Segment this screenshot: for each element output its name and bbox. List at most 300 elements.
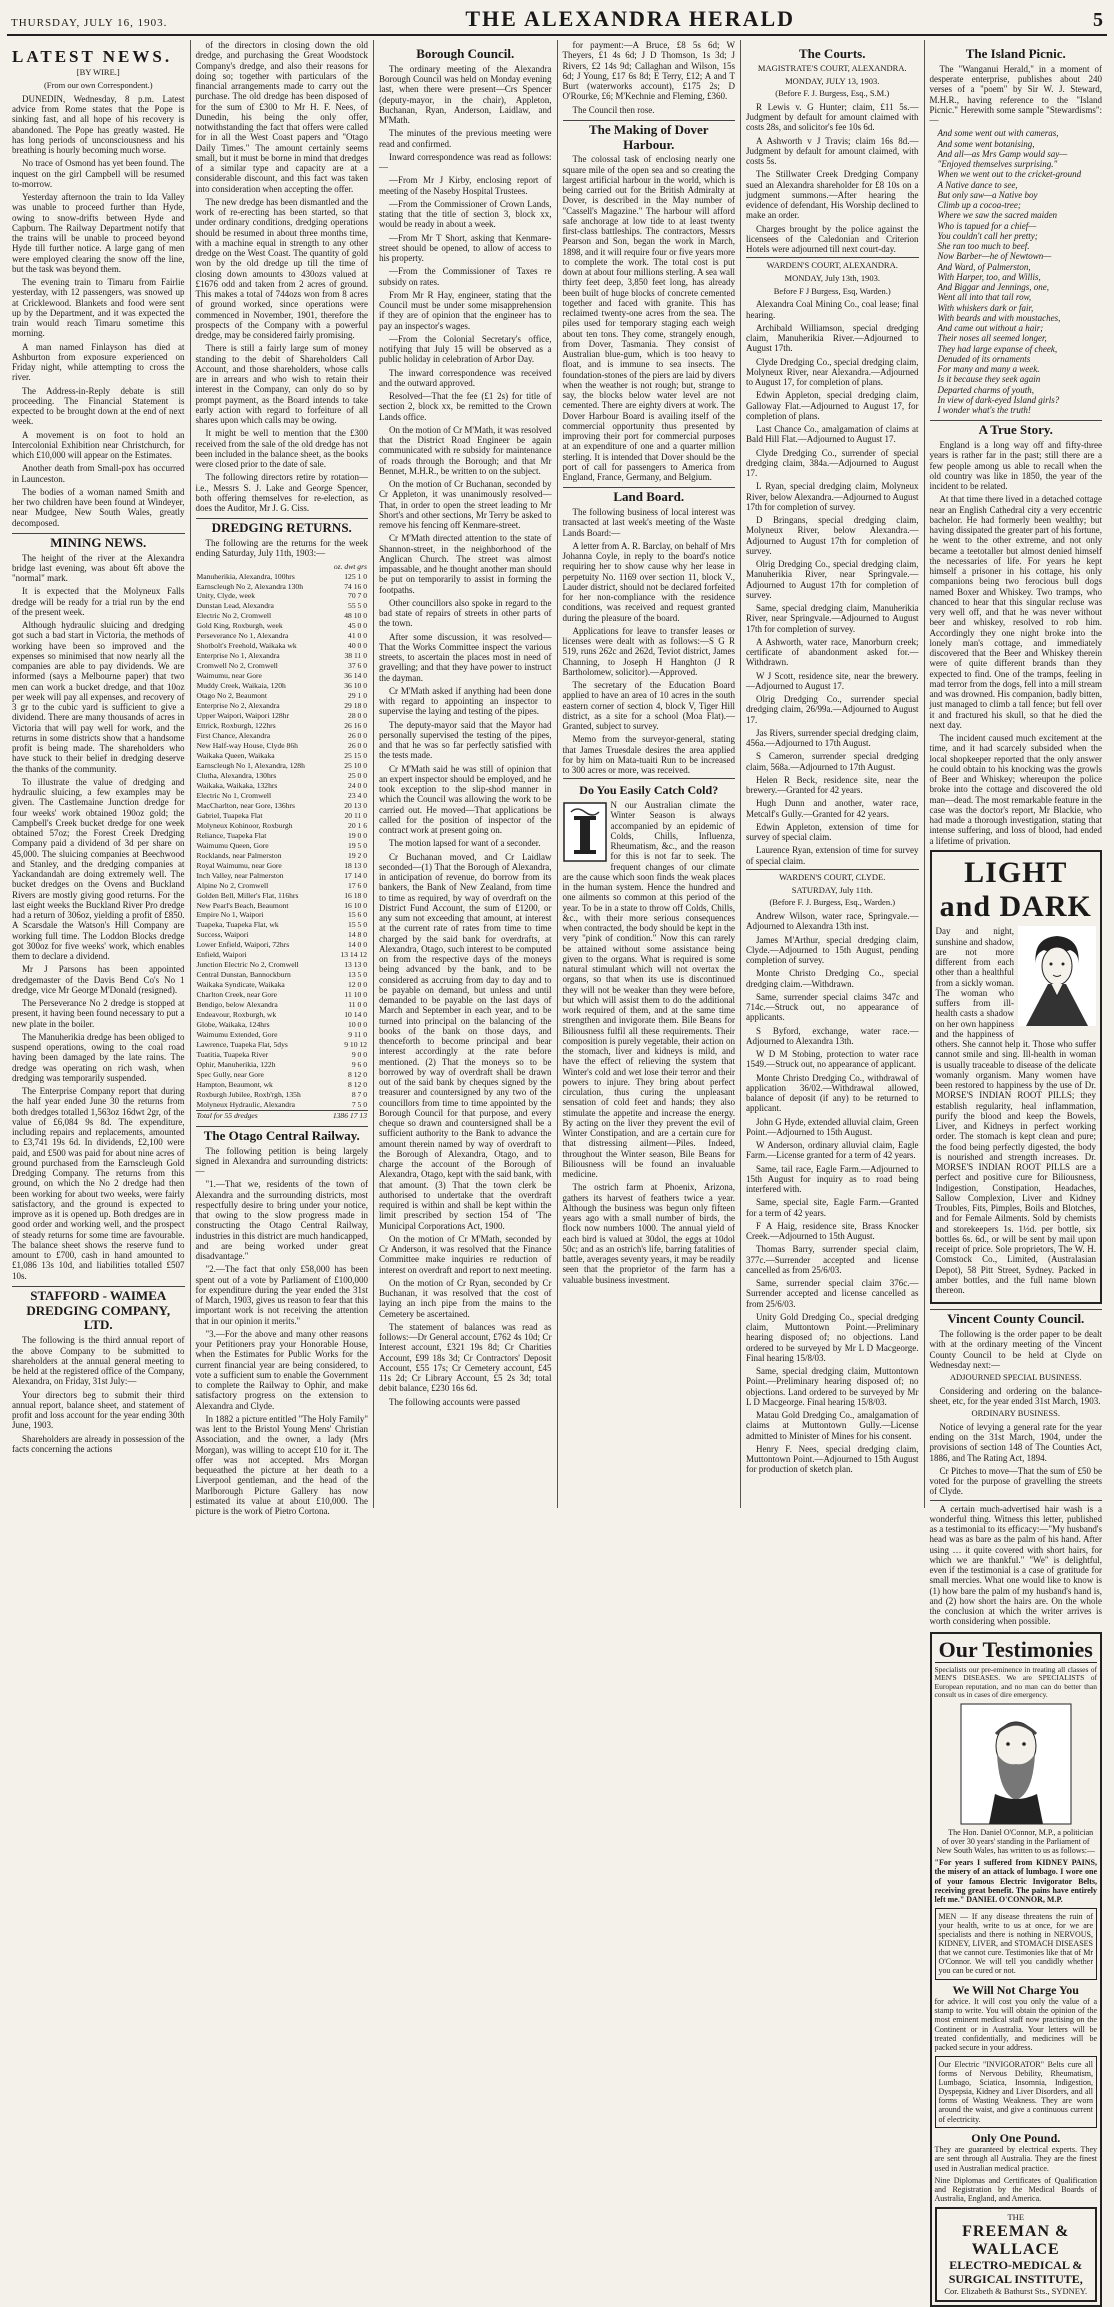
poem-verses: [930, 128, 1103, 415]
dredge-yield: 29 1 0: [348, 691, 367, 701]
dredge-name: Tuapeka, Tuapeka Flat, wk: [196, 920, 279, 930]
verse-line: Denuded of its ornaments: [937, 353, 1031, 364]
article-paragraph: Andrew Wilson, water race, Springvale.—Adjourned to Alexandra 13th inst.: [746, 911, 919, 932]
table-row: [196, 751, 369, 761]
article-paragraph: A man named Finlayson has died at Ashburton from exposure experienced on Friday night, while attempting to cross the river.: [12, 341, 185, 383]
dredge-yield: 10 14 0: [344, 1010, 367, 1020]
dredge-name: Waimumu Queen, Gore: [196, 840, 269, 850]
no-charge-heading: We Will Not Charge You: [952, 1982, 1079, 1997]
court-date: MONDAY, JULY 13, 1903.: [785, 75, 880, 86]
table-row: [196, 572, 369, 582]
article-paragraph: Cr Buchanan moved, and Cr Laidlaw seconded—(1) That the Borough of Alexandra, in anticipation of revenue, do borrow from its bankers, the Bank of New Zealand, from time to time as required, by way of overdraft on the District Fund Account, the sum of £1200, or any sum not exceeding that amount, at interest at the current rate of rates from time to time charged by the said bank for overdrafts, at Alexandra, Otago, such interest to be computed on from the respective days of the moneys being advanced by the bank, and to be considered as accruing from day to day and to be payable on demand, but unless and until demanded to be payable on the last days of March and September in each year, and to be turned into principal on the balancing of the books of the bank on those days, and thenceforth to become principal and bear interest accordingly at the rate before mentioned. (2) That the moneys so to be borrowed by way of overdraft shall be drawn out of the said bank by cheques signed by the treasurer and countersigned by any two of the councillors from time to time appointed by the Borough Council for that purpose, and every cheque so drawn and countersigned shall be a sufficient authority to the Bank to advance the amount therein named by way of overdraft to the Borough of Alexandra, Otago, and to charge the account of the Borough of Alexandra, Otago, kept with the said bank, with that amount. (3) That the town clerk be authorised to undertake that the overdraft required is within and shall be kept within the limit prescribed by section 154 of 'The Municipal Corporations Act, 1900.: [379, 851, 552, 1231]
dredge-name: Tuatitia, Tuapeka River: [196, 1050, 269, 1060]
dredge-name: Shotbolt's Freehold, Waikaka wk: [196, 641, 297, 651]
dredge-name: Molyneux Hydraulic, Alexandra: [196, 1099, 295, 1109]
article-paragraph: The minutes of the previous meeting were read and confirmed.: [379, 128, 552, 149]
table-row: [196, 591, 369, 601]
table-row: [196, 1070, 369, 1080]
court-date: MONDAY, July 13th, 1903.: [784, 273, 880, 284]
firm-description: ELECTRO-MEDICAL & SURGICAL INSTITUTE,: [948, 2258, 1083, 2286]
dredge-name: Lawrence, Tuapeka Flat, 5dys: [196, 1040, 288, 1050]
article-paragraph: Other councillors also spoke in regard to the bad state of repairs of streets in other parts of the town.: [379, 597, 552, 629]
article-paragraph: The evening train to Timaru from Fairlie yesterday, with 12 passengers, was snowed up at Cricklewood. Blankets and food were sent up by the Department, and it was expected the train would reach Timaru sometime this morning.: [12, 277, 185, 339]
dredge-name: Clutha, Alexandra, 130hrs: [196, 770, 277, 780]
article-paragraph: The Manuherikia dredge has been obliged to suspend operations, owing to the coal road having been damaged by the late rains. The dredge was operating on rich wash, when dredging was temporarily suspended.: [12, 1031, 185, 1083]
table-row: [196, 1080, 369, 1090]
table-row: [196, 651, 369, 661]
article-paragraph: To illustrate the value of dredging and hydraulic sluicing, a few examples may be given. The Castlemaine Junction dredge for four weeks' work obtained 190oz gold; the Campbell's Creek bucket dredge for one week obtained 57oz; the Forest Creek Dredging Company paid a dividend of 3d per share on 45,000. The sluicing companies at Beechwood and Stanley, and the dredging companies at Yackandandah are doing extremely well. The bucket dredges on the Ovens and Buckland Rivers are mostly giving good returns. For the last eight weeks the Buckland River Pro dredge had a return of 306oz, yielding a profit of £850. A Scarsdale the Watson's Hill Company are working full time. The Loddon Blocks dredge got 300oz for five weeks' work, which enables them to declare a dividend.: [12, 776, 185, 962]
dover-harbour-heading: The Making of Dover Harbour.: [563, 120, 736, 153]
dredge-name: Otago No 2, Beaumont: [196, 691, 267, 701]
table-row: [196, 621, 369, 631]
verse-line: Went all into that tail row,: [937, 292, 1032, 303]
article-paragraph: Olrig Dredging Co., special dredging claim, Manuherikia River, near Springvale.—Adjourned to August 17th for completion of survey.: [746, 559, 919, 600]
one-pound-heading: Only One Pound.: [971, 2130, 1061, 2145]
dredge-name: Ophir, Manuherikia, 122h: [196, 1060, 276, 1069]
court-presiding: Before F J Burgess, Esq, Warden.): [773, 285, 891, 296]
dredge-name: Electric No 2, Cromwell: [196, 611, 272, 621]
catch-cold-heading: Do You Easily Catch Cold?: [579, 783, 719, 798]
verse-line: Climb up a cocoa-tree;: [937, 200, 1021, 211]
dredge-yield: 70 7 0: [348, 591, 367, 601]
dredge-yield: 10 0 0: [348, 1020, 367, 1030]
verse-line: A Native dance to see,: [937, 179, 1018, 190]
dredge-yield: 26 0 0: [348, 731, 367, 741]
section-subheading: ORDINARY BUSINESS.: [971, 1408, 1060, 1419]
dredge-name: Alpine No 2, Cromwell: [196, 880, 269, 890]
dredging-returns-table: [196, 562, 369, 1121]
dredge-name: Bendigo, below Alexandra: [196, 1000, 278, 1010]
column-5: [741, 40, 925, 1508]
article-paragraph: A Ashworth, water race, Manorburn creek; certificate of abandonment asked for.—Withdrawn.: [746, 636, 919, 668]
verse-line: And Ward, of Palmerston,: [937, 261, 1031, 272]
page-number: 5: [1093, 9, 1103, 31]
dredge-yield: 48 10 0: [344, 611, 367, 621]
verse-line: In view of dark-eyed Island girls?: [937, 394, 1060, 405]
dredge-name: Hampton, Beaumont, wk: [196, 1079, 273, 1089]
article-paragraph: Monte Christo Dredging Co., withdrawal of application 36/02.—Withdrawal allowed, balance of deposit (if any) to be returned to applicant.: [746, 1072, 919, 1114]
table-row: [196, 821, 369, 831]
divider: [930, 1500, 1103, 1501]
verse-line: With whiskers dark or fair,: [937, 302, 1034, 313]
article-paragraph: Edwin Appleton, extension of time for survey of special claim.: [746, 821, 919, 843]
table-row: [196, 960, 369, 970]
mining-news-heading: MINING NEWS.: [12, 533, 185, 551]
divider: [563, 778, 736, 779]
dredge-name: Endeavour, Roxburgh, wk: [196, 1010, 277, 1020]
dredge-yield: 38 11 0: [344, 651, 367, 661]
columns: [7, 40, 1107, 2296]
article-paragraph: Cr M'Math directed attention to the state of Shannon-street, in the neighborhood of the Anglican Church. The street was almost impassable, and he thought another man should be put on temporarily to assist in forming the footpaths.: [379, 533, 552, 595]
column-6: [925, 40, 1108, 2296]
article-paragraph: From Mr R Hay, engineer, stating that the Council must be under some misapprehension if they are of opinion that the engineer has to pay an inspector's wages.: [379, 289, 552, 331]
bearded-man-portrait-icon: [961, 1704, 1071, 1824]
article-paragraph: At that time there lived in a detached cottage near an English Cathedral city a very eccentric bachelor. He had formerly been wealthy; but having dissipated the greater part of his fortune, he went to the other extreme, and not only became a teetotaller but almost denied himself the necessaries of life. For years he kept himself a prisoner in his cottage, his only companions being two ferocious bull dogs named Boxer and Whiskey. Two tramps, who chanced to hear that this singular recluse was very well off, and that he was never without beer and whiskey, resolved to rob him. Accordingly they one night broke into the lonely man's cottage, and immediately discovered that the Beer and Whiskey therein were of quite different brands than they expected to find. One of the tramps, feeling in mad terror from the dogs, fell into a mill stream and was drowned. His companion, badly bitten, just managed to climb a tall fence; but fell over it and fractured his skull, so that he died the next day.: [929, 494, 1102, 730]
land-board-heading: Land Board.: [563, 487, 736, 505]
dredge-yield: 19 0 0: [348, 830, 367, 840]
dredge-name: Cromwell No 2, Cromwell: [196, 661, 278, 671]
table-row: [196, 781, 369, 791]
article-paragraph: Cr M'Math asked if anything had been done with regard to appointing an inspector to supervise the laying and testing of the pipes.: [379, 685, 552, 717]
dredge-yield: 7 5 0: [351, 1099, 367, 1109]
article-paragraph: A Ashworth v J Travis; claim 16s 8d.—Judgment by default for amount claimed, with costs 5s.: [746, 135, 919, 167]
article-paragraph: D Bringans, special dredging claim, Molyneux River, below Alexandra.—Adjourned to August 17th for completion of survey.: [746, 515, 919, 556]
table-row: [196, 920, 369, 930]
dredge-yield: 11 0 0: [348, 1000, 367, 1010]
article-paragraph: Monte Christo Dredging Co., special dredging claim.—Withdrawn.: [746, 968, 919, 989]
dredge-name: Enfield, Waipori: [196, 950, 247, 960]
article-paragraph: Another death from Small-pox has occurred in Launceston.: [12, 463, 185, 484]
courts-heading: The Courts.: [799, 46, 866, 61]
article-paragraph: There is still a fairly large sum of money standing to the debit of Shareholders Call Account, and those shareholders, whose calls are in arrears and who wish to retain their interest in the Company, can only do so by prompt payment, as the Board intends to take early action with regard to forfeiture of all shares upon which calls may be owing.: [195, 343, 368, 425]
court-name: WARDEN'S COURT, ALEXANDRA.: [766, 260, 898, 271]
article-paragraph: Same, surrender special claim 376c.—Surrender accepted and license cancelled as from 25/6/03.: [746, 1278, 919, 1309]
article-paragraph: In 1882 a picture entitled "The Holy Family" was lent to the Bristol Young Mens' Christian Association, and the owner, a lady (Mrs Morgan), was willing to accept £10 for it. The offer was not accepted. Mrs Morgan bequeathed the picture at her death to a Liverpool gentleman, and the head of the Marlborough Picture Gallery has now estimated its value at about £10,000. The picture is the work of Pietro Cortona.: [195, 1413, 368, 1517]
article-paragraph: L Ryan, special dredging claim, Molyneux River, below Alexandra.—Adjourned to August 17th for completion of survey.: [746, 481, 919, 512]
court-date: SATURDAY, July 11th.: [791, 884, 873, 895]
article-paragraph: On the motion of Cr Buchanan, seconded by Cr Appleton, it was unanimously resolved—That, in order to open the street leading to Mr Short's and other sections, Mr Terry be asked to remove his fencing off Kenmare-street.: [379, 479, 552, 531]
verse-line: For many and many a week.: [937, 364, 1040, 375]
article-paragraph: The Perseverance No 2 dredge is stopped at present, it having been found necessary to put a new plate in the boiler.: [12, 998, 185, 1029]
article-paragraph: Although hydraulic sluicing and dredging got such a bad start in Victoria, the methods of working have been so improved and the expenses so minimised that now nearly all the companies are able to pay dividends. We are informed (says a Melbourne paper) that two men can work a bucket dredge, and that 10oz per week will pay all expenses, and recovery of 3 gr to the cubic yard is sufficient to give a dividend. There are many thousands of acres in Victoria that will pay well for work, and the returns in some districts show that a handsome profit is being made. The shareholders who have stuck to their belief in dredging deserve the thanks of the community.: [12, 620, 185, 774]
table-row: [196, 950, 369, 960]
article-paragraph: The following is the order paper to be dealt with at the ordinary meeting of the Vincent County Council to be held at Clyde on Wednesday next:—: [929, 1329, 1102, 1370]
court-presiding: (Before F. J. Burgess, Esq., S.M.): [775, 88, 890, 99]
table-row: [196, 761, 369, 771]
dredge-yield: 26 16 0: [344, 721, 367, 731]
dredge-yield: 40 0 0: [348, 641, 367, 651]
article-paragraph: Helen R Beck, residence site, near the brewery.—Granted for 42 years.: [746, 774, 919, 796]
article-paragraph: Applications for leave to transfer leases or licenses were dealt with as follows:—S G R 519, runs 262c and 262d, Teviot district, James Channing, to Joseph H Hanghton (J R Bartholomew, solicitor).—Approved.: [562, 625, 735, 677]
dredge-name: First Chance, Alexandra: [196, 731, 271, 741]
table-row: [196, 671, 369, 681]
table-row: [196, 811, 369, 821]
article-paragraph: Olrig Dredging Co., surrender special dredging claim, 26/99a.—Adjourned to August 17.: [746, 694, 919, 725]
article-paragraph: The statement of balances was read as follows:—Dr General account, £762 4s 10d; Cr Interest account, £321 19s 8d; Cr Charities Account, £99 18s 3d; Cr Contractors' Deposit Account, £55 17s; Cr Cemetery account, £45 11s 2d; Cr Library Account, £5 2s 3d; total debit balance, £230 16s 6d.: [379, 1321, 552, 1394]
divider: [746, 257, 919, 258]
dredge-name: Inch Valley, near Palmerston: [196, 870, 284, 880]
article-paragraph: Your directors beg to submit their third annual report, balance sheet, and statement of profit and loss account for the year ending 30th June, 1903.: [12, 1389, 185, 1431]
dredge-yield: 8 12 0: [348, 1069, 367, 1079]
masthead: [7, 6, 1107, 36]
table-row: [196, 1030, 369, 1040]
testimonial-quote: "For years I suffered from KIDNEY PAINS, the misery of an attack of lumbago. I wore one of your famous Electric Invigorator Belts, receiving great benefit. The pains have entirely left me." DANIEL O'CONNOR, M.P.: [934, 1858, 1097, 1904]
dredge-yield: 19 2 0: [348, 850, 367, 860]
table-row: [196, 910, 369, 920]
article-paragraph: —From the Commissioner of Taxes re subsidy on rates.: [379, 266, 552, 287]
verse-line: She ran too much to beef.: [937, 241, 1030, 252]
testimonies-advertisement: [930, 1632, 1103, 2307]
dredge-name: Upper Waipori, Waipori 128hr: [196, 711, 290, 721]
dredge-yield: 23 4 0: [348, 790, 367, 800]
dredge-name: Waimumu Extended, Gore: [196, 1030, 278, 1040]
table-row: [196, 1020, 369, 1030]
article-paragraph: for payment:—A Bruce, £8 5s 6d; W Theyers, £1 4s 6d; J D Thomson, 1s 3d; J Rivers, £2 14s 9d; Callaghan and Wilson, 15s 6d; J Young, £17 6s 8d; E Terry, £12; A and T Burt (waterworks account), £175 2s; D O'Rourke, £6; M'Kechnie and Fleming, £360.: [562, 40, 735, 102]
dredge-yield: 55 5 0: [348, 601, 367, 611]
article-paragraph: On the motion of Cr M'Math, it was resolved that the District Road Engineer be again communicated with re subsidy for maintenance of roads through the Borough; and that Mr Bennet, M.H.R., be written to on the subject.: [379, 424, 552, 476]
article-paragraph: The new dredge has been dismantled and the work of re-erecting has been started, so that under ordinary conditions, dredging operations should be resumed in about three months time, with a machine equal in strength to any other dredge on the West Coast. The quantity of gold won by the old dredge up till the time of closing down amounts to 430ozs valued at £1676 odd and taken from 2 acres of ground. This makes a total of 744ozs won from 8 acres of ground worked, since operations were commenced in November, 1901, therefore the prospects of the Company with a powerful dredge, may be considered fairly promising.: [195, 196, 368, 340]
table-row: [196, 990, 369, 1000]
railway-heading: The Otago Central Railway.: [196, 1126, 369, 1144]
belt-box-text: Our Electric "INVIGORATOR" Belts cure all forms of Nervous Debility, Rheumatism, Lumbago, Sciatica, Insomnia, Indigestion, Dyspepsia, Kidney and Liver Disorders, and all forms of Wasting Weakness. They are worn around the waist, and give a continuous current of electricity.: [938, 2059, 1093, 2124]
verse-line: Where we saw the sacred maiden: [937, 210, 1058, 221]
dredge-yield: 25 15 0: [344, 750, 367, 760]
article-paragraph: The following are the returns for the week ending Saturday, July 11th, 1903:—: [195, 538, 368, 559]
dredge-name: Unity, Clyde, week: [196, 591, 256, 601]
dredge-yield: 18 13 0: [344, 860, 367, 870]
dredge-name: Ettrick, Roxburgh, 122hrs: [196, 721, 276, 731]
article-paragraph: On the motion of Cr Ryan, seconded by Cr Buchanan, it was resolved that the cost of laying an inch pipe from the mains to the Cemetery be ascertained.: [379, 1277, 552, 1319]
table-row: [196, 691, 369, 701]
article-paragraph: Matau Gold Dredging Co., amalgamation of claims at Muttontown Gully.—License admitted to Minister of Mines for his consent.: [746, 1410, 919, 1441]
article-paragraph: John G Hyde, extended alluvial claim, Green Point.—Adjourned to 15th August.: [746, 1116, 919, 1137]
dredge-yield: 20 11 0: [344, 810, 367, 820]
table-row: [196, 1050, 369, 1060]
dredge-name: Gold King, Roxburgh, week: [196, 621, 283, 631]
article-paragraph: The motion lapsed for want of a seconder.: [389, 838, 541, 849]
stafford-heading: STAFFORD - WAIMEA DREDGING COMPANY, LTD.: [12, 1286, 185, 1333]
article-paragraph: Thomas Barry, surrender special claim, 377c.—Surrender accepted and license cancelled as from 25/6/03.: [746, 1244, 919, 1275]
dredge-name: Dunstan Lead, Alexandra: [196, 601, 274, 611]
table-row: [196, 831, 369, 841]
verse-line: But only saw—a Native boy: [937, 189, 1038, 200]
verse-line: And some went out with cameras,: [937, 128, 1059, 139]
table-row: [196, 631, 369, 641]
divider: [746, 869, 919, 870]
island-picnic-heading: The Island Picnic.: [965, 46, 1066, 61]
table-row: [196, 940, 369, 950]
article-paragraph: A certain much-advertised hair wash is a wonderful thing. Witness this letter, published as a testimonial to its efficacy:—"My husband's head was as bare as the palm of his hand. After using … it quite covered with short hairs, for which we are thankful." "We" is delightful, even if the testimonial is a case of gratitude for small mercies. What one would like to know is (1) how bare the palm of my husband's hand is, and (2) how short the hairs are. On the whole the conclusion at which the writer arrives is worth considering when possible.: [929, 1503, 1102, 1627]
dredge-name: Electric No 1, Cromwell: [196, 790, 272, 800]
article-paragraph: —From Mr T Short, asking that Kenmare-street should be opened, to allow of access to his property.: [379, 232, 552, 264]
verse-line: And Biggar and Jennings, one,: [937, 282, 1049, 293]
article-paragraph: The following accounts were passed: [389, 1396, 520, 1407]
dredge-yield: 15 5 0: [348, 920, 367, 930]
dredge-name: Royal Waimumu, near Gore: [196, 860, 282, 870]
dredge-name: Roxburgh Jubilee, Roxb'rgh, 135h: [196, 1089, 301, 1099]
article-paragraph: —From Mr J Kirby, enclosing report of meeting of the Naseby Hospital Trustees.: [379, 175, 552, 196]
article-paragraph: The colossal task of enclosing nearly one square mile of the open sea and so creating the largest artificial harbour in the world, which is being carried out for the British Admiralty at Dover, is described in the May number of "Cassell's Magazine." The harbour will afford safe anchorage at low tide to at least twenty first-class battleships. The contractors, Messrs Pearson and Son, began the work in March, 1898, and it will require four or five years more to complete the work. The total cost is put down at about four millions sterling. A sea wall thirty feet deep, 3,850 feet long, has already been built of huge blocks of concrete cemented together and faced with granite. This has reclaimed twenty-one acres from the sea. The piles used for temporary staging each weigh about ten tons. They come, strangely enough, from Dover, Tasmania. They consist of Australian blue-gum, which is too heavy to float, and is immune to sea insects. The foundation-stones of the piers are laid by divers when the weather is not rough; but, strange to say, the blocks below water level are not cemented. There are eighty divers at work. The Dover Harbour Board is availing itself of the commercial opportunity thus presented by improving their port for commercial purposes at an expenditure of one and a quarter million sterling. It is intended that Dover should be the port of call for passengers to America from England, France, Germany, and Belgium.: [562, 154, 735, 483]
vincent-council-heading: Vincent County Council.: [930, 1309, 1103, 1327]
men-diseases-box: [935, 1908, 1098, 1980]
article-paragraph: Same, special dredging claim, Muttontown Point.—Preliminary hearing disposed of; no objections. Land ordered to be surveyed by Mr L D Macgeorge. Final hearing 15/8/03.: [746, 1366, 919, 1407]
table-row: [196, 1010, 369, 1020]
dropcap-i-icon: [563, 802, 607, 862]
table-row: [196, 1040, 369, 1050]
verse-line: "Enjoyed themselves surprising.": [937, 159, 1058, 170]
article-paragraph: A letter from A. R. Barclay, on behalf of Mrs Johanna Coyle, in reply to the board's notice requiring her to show cause why her lease in perpetuity No. 1169 over section 11, block V., Lauder district, should not be declared forfeited for her non-compliance with the residence conditions, was received and request granted during the pleasure of the board.: [562, 540, 735, 623]
column-3: [374, 40, 558, 1508]
column-1: [7, 40, 191, 1508]
dredge-yield: 9 0 0: [351, 1050, 367, 1060]
table-row: [196, 711, 369, 721]
article-paragraph: Cr Pitches to move—That the sum of £50 be voted for the purpose of gravelling the streets of Clyde.: [929, 1465, 1102, 1497]
woman-portrait-icon: [1018, 926, 1096, 1026]
article-paragraph: Clyde Dredging Co., surrender of special dredging claim, 384a.—Adjourned to August 17.: [746, 447, 919, 479]
newspaper-page: [7, 6, 1107, 2296]
article-paragraph: James M'Arthur, special dredging claim, Clyde.—Adjourned to 15th August, pending completion of survey.: [746, 934, 919, 965]
dredge-name: Enterprise No 1, Alexandra: [196, 651, 280, 661]
article-paragraph: A movement is on foot to hold an Intercolonial Exhibition near Christchurch, for which £10,000 will appear on the Estimates.: [12, 429, 185, 460]
article-paragraph: "2.—The fact that only £58,000 has been spent out of a vote by Parliament of £100,000 for expenditure during the year ended the 31st of March, 1903, gives us reason to fear that this important work is not receiving the attention that in our opinion it merits.": [195, 1264, 368, 1326]
dredge-yield: 16 10 0: [344, 900, 367, 910]
article-paragraph: The ordinary meeting of the Alexandra Borough Council was held on Monday evening last, when there were present—Crs Spencer (deputy-mayor, in the chair), Appleton, Buchanan, Ryan, Anderson, Laidlaw, and M'Math.: [379, 63, 552, 126]
dredge-yield: 9 11 0: [348, 1030, 367, 1040]
freeman-wallace-box: [935, 2207, 1098, 2302]
article-paragraph: F A Haig, residence site, Brass Knocker Creek.—Adjourned to 15th August.: [746, 1220, 919, 1241]
dredge-name: Central Dunstan, Bannockburn: [196, 970, 291, 980]
dredge-yield: 45 0 0: [348, 621, 367, 631]
article-paragraph: After some discussion, it was resolved—That the Works Committee inspect the various streets, to ascertain the places most in need of gravelling; and that they have power to instruct the dayman.: [379, 631, 552, 683]
verse-line: And some went botanising,: [937, 138, 1035, 149]
article-paragraph: Edwin Appleton, special dredging claim, Galloway Flat.—Adjourned to August 17, for completion of plans.: [746, 390, 919, 421]
article-paragraph: Jas Rivers, surrender special dredging claim, 456a.—Adjourned to 17th August.: [746, 727, 919, 749]
dredge-yield: 16 18 0: [344, 890, 367, 900]
table-row: [196, 901, 369, 911]
ad-intro: Specialists our pre-eminence in treating all classes of MEN'S DISEASES. We are SPECIALISTS of European reputation, and no man can do better than consult us in cases of dire emergency.: [934, 1664, 1097, 1700]
dredge-name: Spec Gully, near Gore: [196, 1069, 264, 1079]
dredge-yield: 15 6 0: [348, 910, 367, 920]
article-paragraph: S Byford, exchange, water race.—Adjourned to Alexandra 13th.: [746, 1025, 919, 1046]
article-paragraph: Cr M'Math said he was still of opinion that an expert inspector should be employed, and he took exception to the slip-shod manner in which the Council was allowing the work to be carried out. He moved—That applications be called for the position of inspector of the contract work at present going on.: [379, 763, 552, 836]
table-row: [196, 970, 369, 980]
no-charge-body: for advice. It will cost you only the value of a stamp to write. You will obtain the opinion of the most eminent medical staff now practising on the Continent or in Australia. Your letters will be treated confidentially, and medicines will be packed secure in your address.: [934, 1997, 1097, 2052]
dredge-yield: 13 13 0: [344, 960, 367, 970]
article-paragraph: N our Australian climate the Winter Season is always accompanied by an epidemic of Colds, Chills, Influenza, Rheumatism, &c., and the reason for this is not far to seek. The frequent changes of our climate are the cause which soon finds the weak places in the human system. Hence the hundred and one ailments so common at this period of the year. To be in a state to throw off Colds, Chills, &c., with their more serious consequences when contracted, the body should be kept in the very "pink of condition." Now this can rarely be attained without some assistance being given to the organs. What is required is some natural stimulant which will not overtax the organs, so that when its use is discontinued they will not be weaker than they were before, but which will assist them to do the additional work required of them, and at the same time strengthen and invigorate them. Bile Beans for Biliousness fulfil all these requirements. Their composition is purely vegetable, their action on the stomach, liver and kidneys is mild, and have the effect of relieving the system that Winter's cold and wet lose their terror and their powers to injure. They bring about perfect circulation, thus curing the unpleasant sensation of cold feet and hands; they also stimulate the appetite and increase the energy. By acting on the liver they prevent the evil of Winter Constipation, and are a certain cure for that distressing ailment—Piles. Indeed, throughout the Winter season, Bile Beans for Biliousness will be found an invaluable medicine.: [562, 800, 735, 1180]
article-paragraph: The ostrich farm at Phoenix, Arizona, gathers its harvest of feathers twice a year. Although the business was begun only fifteen years ago with a small number of birds, the flock now numbers 1000. The annual yield of each bird is valued at 30dol, the eggs at 10dol 50c; and as an ostrich's life, barring fatalities of battle, averages seventy years, it may be readily seen that the proprietor of the farm has a valuable business investment.: [562, 1182, 735, 1285]
article-paragraph: Laurence Ryan, extension of time for survey of special claim.: [746, 845, 919, 866]
article-paragraph: Hugh Dunn and another, water race, Metcalf's Gully.—Granted for 42 years.: [746, 798, 919, 819]
article-paragraph: Archibald Williamson, special dredging claim, Manuherikia River.—Adjourned to August 17th.: [746, 322, 919, 354]
latest-news-heading: LATEST NEWS.: [12, 47, 173, 66]
table-row: [196, 611, 369, 621]
article-paragraph: of the directors in closing down the old dredge, and purchasing the Great Woodstock Company's dredge, and also their reasons for doing so; together with particulars of the financial arrangements made to carry out the purchase. The old dredge has been disposed of for the sum of £300 to Mr H. F. Nees, of Dunedin, his being the only offer, notwithstanding the fact that offers were called for in all the West Coast papers and "Otago Daily Times." The amount certainly seems small, but it must be borne in mind that dredges of a similar type and capacity are at a considerable discount, and this fact was taken into consideration when accepting the offer.: [195, 40, 368, 194]
total-value: 1386 17 13: [325, 1110, 368, 1120]
article-paragraph: Last Chance Co., amalgamation of claims at Bald Hill Flat.—Adjourned to August 17.: [746, 424, 919, 445]
article-paragraph: The Address-in-Reply debate is still proceeding. The Financial Statement is expected to be brought down at the end of next week.: [12, 385, 185, 427]
dredge-yield: 24 0 0: [348, 780, 367, 790]
dredge-name: Rocklands, near Palmerston: [196, 850, 282, 860]
article-paragraph: The bodies of a woman named Smith and her two children have been found at Windeyer, near Mudgee, New South Wales, greatly decomposed.: [12, 486, 185, 528]
ad-body: Day and night, sunshine and shadow, are not more different from each other than a healthful from a sickly woman. The woman who suffers from ill-health casts a shadow on her own happiness and the happiness of others. She cannot help it. Those who suffer cannot smile and sing. Ill-health in woman is usually traceable to disease of the delicate womanly organism. Many women have been restored to happiness by the use of Dr. MORSE'S INDIAN ROOT PILLS; they establish regularity, heal inflammation, purify the blood and keep the Bowels, Liver, and Kidneys in perfect working order. The stomach is kept clean and pure; the food being perfectly digested, the body is nourished and strength increases. Dr. MORSE'S INDIAN ROOT PILLS are a perfect and positive cure for Biliousness, Indigestion, Constipation, Headaches, Sallow Complexion, Liver and Kidney Troubles, Fits, Pimples, Boils and Blotches, and for Female Ailments. Sold by chemists and storekeepers 1s. 1½d. per bottle, six bottles 6s. 6d., or will be sent by mail upon receipt of price. Sole proprietors, The W. H. Comstock Co., Limited, (Australasian Depot), 58 Pitt Street, Sydney. Packed in amber bottles, and the full name blown thereon.: [935, 926, 1096, 1295]
article-paragraph: Same, special site, Eagle Farm.—Granted for a term of 42 years.: [746, 1197, 919, 1218]
article-paragraph: R Lewis v. G Hunter; claim, £11 5s.—Judgment by default for amount claimed with costs 28s, and solicitor's fee 10s 6d.: [746, 101, 919, 133]
table-row: [196, 771, 369, 781]
dredge-yield: 12 0 0: [348, 980, 367, 990]
verse-line: And all—as Mrs Gamp would say—: [937, 148, 1068, 159]
dredge-name: Junction Electric No 2, Cromwell: [196, 960, 299, 970]
table-row: [196, 791, 369, 801]
portrait-caption: The Hon. Daniel O'Connor, M.P., a politician of over 30 years' standing in the Parliament of New South Wales, has written to us as follows:—: [936, 1827, 1096, 1856]
verse-line: I wonder what's the truth!: [937, 405, 1031, 416]
article-paragraph: It might be well to mention that the £300 received from the sale of the old dredge has not been included in the balance sheet, as the books were closed prior to the date of sale.: [195, 428, 368, 469]
section-subheading: ADJOURNED SPECIAL BUSINESS.: [949, 1372, 1082, 1383]
table-row: [196, 731, 369, 741]
article-paragraph: Mr J Parsons has been appointed dredgemaster of the Davis Bend Co's No 1 dredge, vice Mr George M'Donald (resigned).: [12, 964, 185, 995]
article-paragraph: Same, tail race, Eagle Farm.—Adjourned to 15th August for inquiry as to road being interfered with.: [746, 1163, 919, 1194]
verse-line: With Harper, too, and Willis,: [937, 271, 1041, 282]
dredge-yield: 28 0 0: [348, 711, 367, 721]
dredge-name: Molyneux Kohinoor, Roxburgh: [196, 820, 293, 830]
total-label: Total for 55 dredges: [196, 1110, 326, 1120]
article-paragraph: The deputy-mayor said that the Mayor had personally supervised the testing of the pipes, and that he was so far perfectly satisfied with the tests made.: [379, 719, 552, 761]
diplomas-text: Nine Diplomas and Certificates of Qualification and Registration by the Medical Boards of Australia, England, and America.: [934, 2175, 1097, 2203]
dredge-yield: 37 6 0: [348, 661, 367, 671]
verse-line: And came out without a hair;: [937, 323, 1044, 334]
article-paragraph: The following petition is being largely signed in Alexandra and surrounding districts:—: [195, 1145, 368, 1177]
dredge-yield: 41 0 0: [348, 631, 367, 641]
dredge-yield: 20 1 6: [348, 820, 367, 830]
article-paragraph: W D M Stobing, protection to water race 1549.—Struck out, no appearance of applicant.: [746, 1049, 919, 1070]
dredge-yield: 11 10 0: [344, 990, 367, 1000]
article-paragraph: The following business of local interest was transacted at last week's meeting of the Waste Lands Board:—: [562, 507, 735, 538]
dredge-yield: 13 14 12: [340, 950, 367, 960]
table-row: [196, 801, 369, 811]
table-row: [196, 721, 369, 731]
table-row: [196, 1090, 369, 1100]
table-row: [196, 701, 369, 711]
article-paragraph: The incident caused much excitement at the time, and it had scarcely subsided when the local shopkeeper reported that the only answer he could obtain to his knocking was the growls of Beer and Whiskey; whereupon the police broke into the cottage and discovered the old man—dead. The most remarkable feature in the case was the doctor's report, Mr Blackie, who had made a thorough investigation, stating that intense suffering, and loss of blood, had ended a lifetime of privation.: [929, 733, 1102, 846]
table-row: [196, 582, 369, 592]
dredge-name: Reliance, Tuapeka Flat: [196, 830, 267, 840]
dredge-yield: 17 14 0: [344, 870, 367, 880]
table-row: [196, 891, 369, 901]
dredge-yield: 26 0 0: [348, 741, 367, 750]
article-paragraph: S Cameron, surrender special dredging claim, 568a.—Adjourned to 17th August.: [746, 751, 919, 772]
article-paragraph: W Anderson, ordinary alluvial claim, Eagle Farm.—License granted for a term of 42 years.: [746, 1140, 919, 1161]
article-paragraph: No trace of Osmond has yet been found. The inquest on the girl Campbell will be resumed to-morrow.: [12, 158, 185, 189]
table-row: [196, 841, 369, 851]
testimonies-title: Our Testimonies: [935, 1637, 1098, 1663]
dredge-yield: 36 14 0: [344, 671, 367, 681]
article-paragraph: The "Wanganui Herald," in a moment of desperate enterprise, publishes about 240 verses of a "poem" by Sir W. J. Steward, M.H.R., having reference to the "Island Picnic." Herewith some sample "Stewardisms":—: [929, 63, 1102, 126]
article-paragraph: Alexandra Coal Mining Co., coal lease; final hearing.: [746, 299, 919, 320]
article-paragraph: "3.—For the above and many other reasons your Petitioners pray your Honorable House, when the Estimates for Public Works for the current financial year are being considered, to vote a sufficient sum to enable the Government to complete the Railway to Ophir, and make satisfactory progress on the extension to Alexandra and Clyde.: [195, 1328, 368, 1411]
table-row: [196, 881, 369, 891]
verse-line: Who is tapued for a chief—: [937, 220, 1037, 231]
verse-line: When we went out to the cricket-ground: [937, 169, 1082, 180]
article-paragraph: The height of the river at the Alexandra bridge last evening, was about 6ft above the "normal" mark.: [12, 552, 185, 584]
dredge-yield: 36 10 0: [344, 681, 367, 691]
dredge-yield: 13 5 0: [348, 970, 367, 980]
article-paragraph: The inward correspondence was received and the outward approved.: [379, 367, 552, 388]
article-paragraph: On the motion of Cr M'Math, seconded by Cr Anderson, it was resolved that the Finance Committee make inquiries re reduction of interest on overdraft and report to next meeting.: [379, 1233, 552, 1275]
dredge-name: New Half-way House, Clyde 86h: [196, 741, 298, 750]
verse-line: You couldn't call her pretty;: [937, 230, 1038, 241]
latest-news-byline: [BY WIRE.]: [76, 67, 120, 78]
dredge-name: Perseverance No 1, Alexandra: [196, 631, 289, 641]
electric-belt-box: [935, 2056, 1098, 2128]
article-paragraph: Unity Gold Dredging Co., special dredging claim, Muttontown Point.—Preliminary hearing disposed of; no objections. Land ordered to be surveyed by Mr L D Macgeorge. Final hearing 15/8/03.: [746, 1311, 919, 1363]
article-paragraph: Clyde Dredging Co., special dredging claim, Molyneux River, near Alexandra.—Adjourned to August 17, for completion of plans.: [746, 356, 919, 388]
court-presiding: (Before F. J. Burgess, Esq., Warden.): [769, 897, 896, 908]
verse-line: Is it because they seek again: [937, 374, 1041, 385]
dredge-name: Enterprise No 2, Alexandra: [196, 701, 280, 711]
dredge-name: Muddy Creek, Waikaia, 120h: [196, 681, 286, 691]
ad-title: LIGHT and DARK: [939, 855, 1092, 924]
table-row: [196, 1060, 369, 1070]
article-paragraph: DUNEDIN, Wednesday, 8 p.m. Latest advice from Rome states that the Pope is sinking fast, and all hope of his recovery is abandoned. The Pope has greatly wasted. He has long periods of unconsciousness and his breathing is hourly becoming much worse.: [12, 93, 185, 155]
dredge-name: Waimumu, near Gore: [196, 671, 262, 681]
dredge-yield: 74 16 0: [344, 581, 367, 591]
dredge-yield: 20 13 0: [344, 800, 367, 810]
table-row: [196, 980, 369, 990]
dredge-yield: 9 10 12: [344, 1040, 367, 1050]
dredge-name: Charlton Creek, near Gore: [196, 990, 278, 1000]
article-paragraph: Yesterday afternoon the train to Ida Valley was unable to proceed further than Hyde, owing to snow-drifts between Hyde and Capburn. The Railway Department notify that the trains will be unable to proceed beyond Hyde till further notice. A large gang of men were employed clearing the snow off the line, but the task was beyond them.: [12, 192, 185, 274]
dredge-yield: 9 6 0: [351, 1060, 367, 1069]
dredge-yield: 14 8 0: [348, 930, 367, 940]
